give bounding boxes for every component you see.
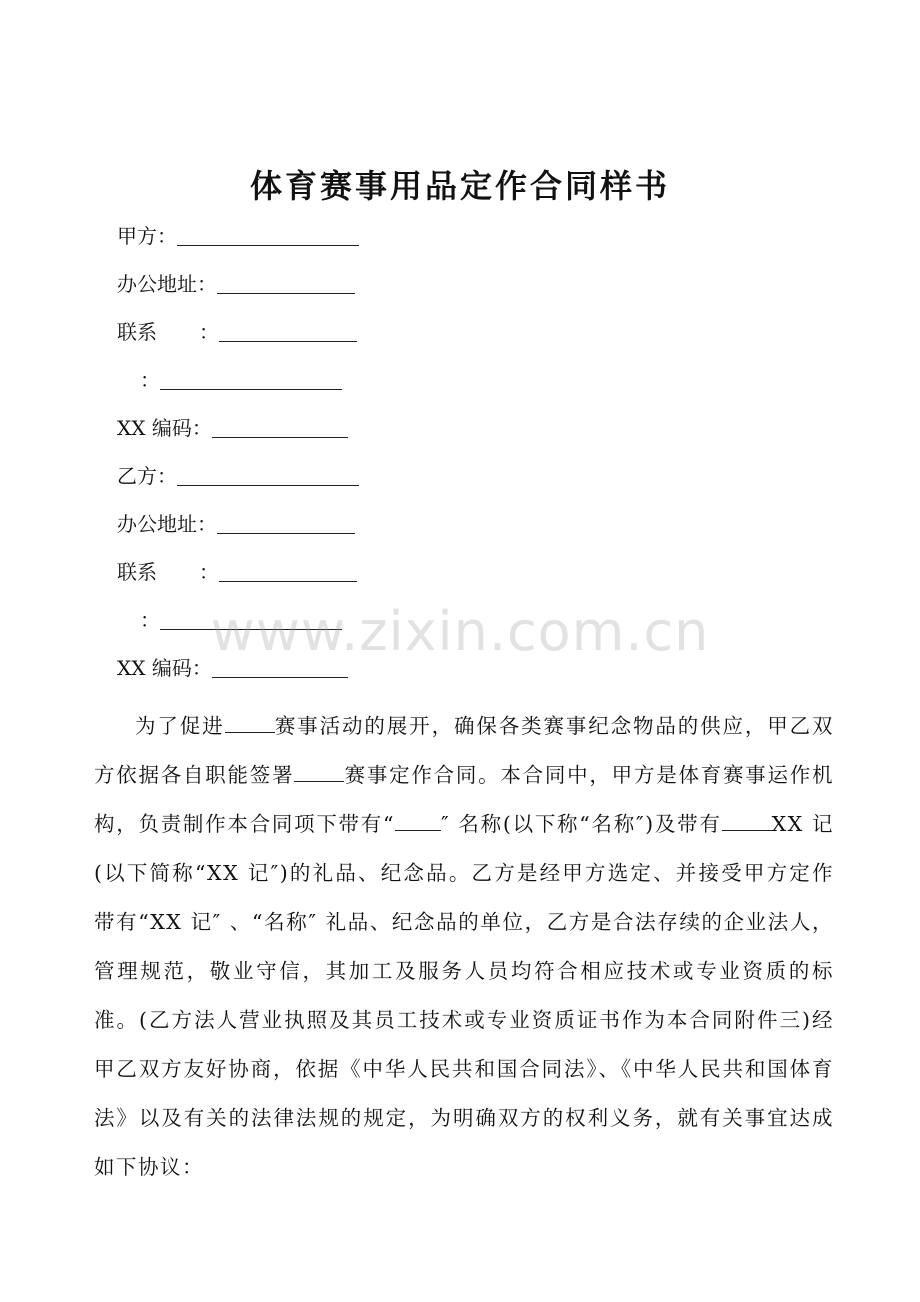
party-b-address-field bbox=[117, 510, 355, 538]
party-a-name-label: 甲方： bbox=[117, 224, 177, 248]
party-b-address-blank bbox=[217, 513, 355, 534]
contract-preamble bbox=[94, 702, 834, 1192]
party-b-postcode-label: XX 编码： bbox=[117, 656, 212, 680]
party-a-phone-blank bbox=[160, 369, 342, 390]
party-a-address-label: 办公地址： bbox=[117, 272, 217, 296]
party-a-phone-field bbox=[140, 366, 342, 394]
party-a-address-blank bbox=[217, 273, 355, 294]
name-blank bbox=[395, 812, 441, 831]
preamble-part-2: 赛事活动的展开，确保各类赛事纪念物品的供应，甲乙双方依据各自职能签署 bbox=[94, 714, 835, 787]
party-b-phone-colon: ： bbox=[140, 608, 160, 632]
party-a-name-blank bbox=[177, 225, 359, 246]
document-title: 体育赛事用品定作合同样书 bbox=[249, 167, 670, 205]
party-a-contact-label: 联系 bbox=[117, 320, 157, 344]
party-a-name-field bbox=[117, 222, 359, 250]
party-a-postcode-field bbox=[117, 414, 348, 442]
preamble-part-1: 为了促进 bbox=[135, 714, 225, 738]
party-b-address-label: 办公地址： bbox=[117, 512, 217, 536]
party-b-contact-blank bbox=[219, 561, 357, 582]
party-b-name-field bbox=[117, 462, 359, 490]
party-a-postcode-blank bbox=[212, 417, 348, 438]
party-b-postcode-field bbox=[117, 654, 348, 682]
preamble-part-5: XX 记(以下简称“XX 记″)的礼品、纪念品。乙方是经甲方选定、并接受甲方定作带有“XX 记″ 、“名称″ 礼品、纪念品的单位，乙方是合法存续的企业法人，管理规范，敬业守信，其加工及服务人员均符合相应技术或专业资质的标准。(乙方法人营业执照及其员工技术或专业资质证书作为本合同附件三)经甲乙双方友好协商，依据《中华人民共和国合同法》、《中华人民共和国体育法》以及有关的法律法规的规定，为明确双方的权利义务，就有关事宜达成如下协议： bbox=[94, 812, 834, 1179]
party-b-name-label: 乙方： bbox=[117, 464, 177, 488]
party-a-contact-field bbox=[117, 318, 357, 346]
watermark: www.zixin.com.cn bbox=[210, 600, 710, 663]
mark-blank bbox=[722, 812, 772, 831]
party-b-contact-label: 联系 bbox=[117, 560, 157, 584]
party-b-contact-field bbox=[117, 558, 357, 586]
party-a-phone-colon: ： bbox=[140, 368, 160, 392]
party-b-phone-blank bbox=[160, 609, 342, 630]
party-a-contact-blank bbox=[219, 321, 357, 342]
party-b-contact-colon: ： bbox=[199, 560, 219, 584]
party-a-contact-colon: ： bbox=[199, 320, 219, 344]
party-a-postcode-label: XX 编码： bbox=[117, 416, 212, 440]
party-a-address-field bbox=[117, 270, 355, 298]
event-name-blank-2 bbox=[294, 763, 344, 782]
preamble-part-3: 赛事定作合同。本合同中，甲方是体育赛事运作机构，负责制作本合同项下带有“ bbox=[94, 763, 835, 836]
preamble-part-4: ″ 名称(以下称“名称″)及带有 bbox=[441, 812, 722, 836]
event-name-blank bbox=[225, 714, 275, 733]
preamble-paragraph bbox=[94, 702, 834, 1192]
party-b-name-blank bbox=[177, 465, 359, 486]
party-b-phone-field bbox=[140, 606, 342, 634]
party-b-postcode-blank bbox=[212, 657, 348, 678]
